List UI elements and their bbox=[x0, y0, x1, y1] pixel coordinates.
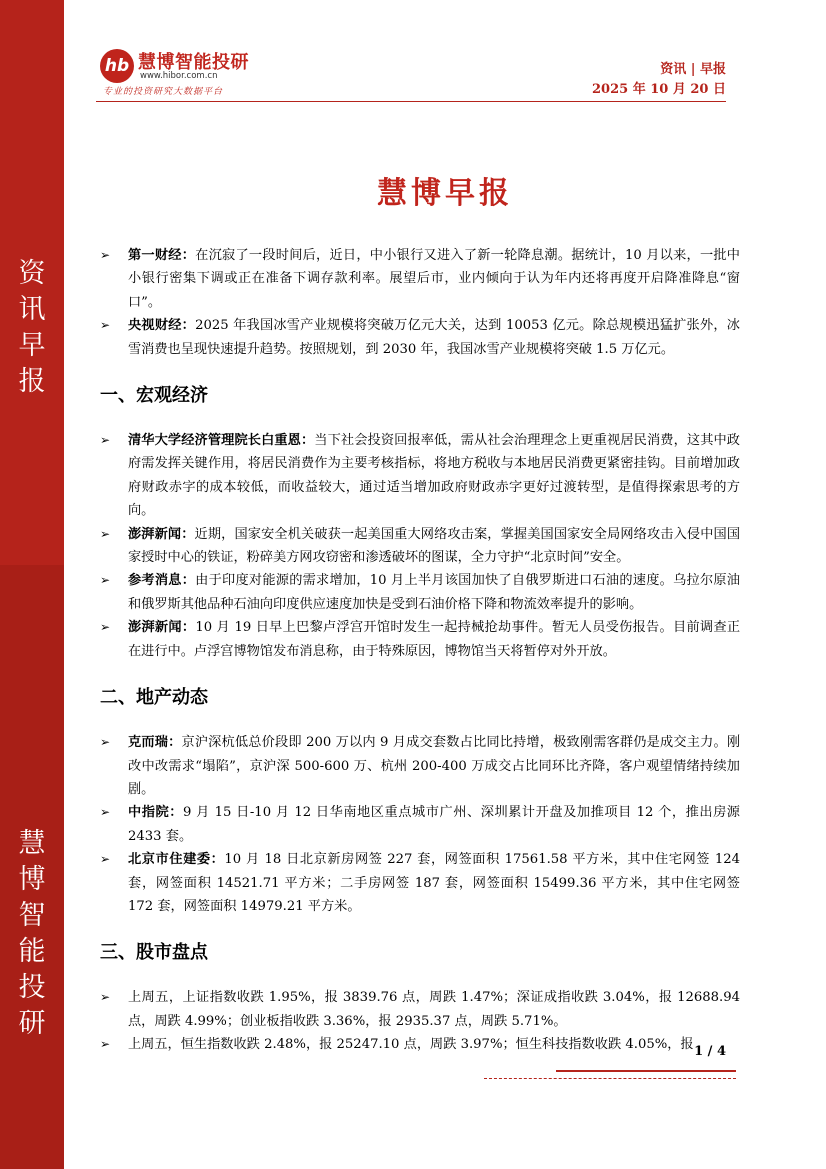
sidebar-label-top bbox=[0, 256, 64, 400]
page-title: 慧博早报 bbox=[377, 176, 513, 211]
news-text: 在沉寂了一段时间后，近日，中小银行又进入了新一轮降息潮。据统计，10 月以来，一批中小银行密集下调或正在准备下调存款利率。展望后市，业内倾向于认为年内还将再度开启降准降息“窗口”。 bbox=[128, 248, 740, 310]
sidebar-char: 资 bbox=[18, 258, 46, 289]
header-meta bbox=[592, 60, 726, 100]
news-source: 参考消息： bbox=[128, 573, 196, 589]
sidebar-char: 报 bbox=[18, 366, 46, 397]
arrow-bullet-icon: ➢ bbox=[100, 805, 111, 820]
news-item bbox=[100, 314, 740, 361]
sidebar-char: 讯 bbox=[18, 294, 46, 325]
arrow-bullet-icon: ➢ bbox=[100, 990, 111, 1005]
news-source: 央视财经： bbox=[128, 318, 196, 334]
sidebar-char: 能 bbox=[18, 936, 46, 967]
section-title: 一、宏观经济 bbox=[100, 385, 208, 407]
sidebar-char: 博 bbox=[18, 864, 46, 895]
arrow-bullet-icon: ➢ bbox=[100, 620, 111, 635]
logo-slogan: 专业的投资研究大数据平台 bbox=[103, 87, 224, 97]
sidebar-char: 研 bbox=[18, 1008, 46, 1039]
news-item bbox=[100, 616, 740, 663]
header-date: 2025 年 10 月 20 日 bbox=[592, 82, 726, 97]
news-source: 第一财经： bbox=[128, 248, 196, 263]
header-divider bbox=[96, 101, 726, 102]
news-source: 中指院： bbox=[128, 805, 183, 821]
news-text: 京沪深杭低总价段即 200 万以内 9 月成交套数占比同比持增，极致刚需客群仍是成交主力。刚改中改需求“塌陷”，京沪深 500-600 万、杭州 200-400 万成交占比同环比齐降，客户观望情绪持续加剧。 bbox=[128, 735, 741, 797]
arrow-bullet-icon: ➢ bbox=[100, 1037, 111, 1052]
news-source: 北京市住建委： bbox=[128, 852, 225, 868]
logo-name: 慧博智能投研 bbox=[138, 52, 249, 73]
logo-url: www.hibor.com.cn bbox=[140, 71, 218, 81]
news-item bbox=[100, 986, 740, 1033]
news-text: 近期，国家安全机关破获一起美国重大网络攻击案，掌握美国国家安全局网络攻击入侵中国国家授时中心的铁证，粉碎美方网攻窃密和渗透破坏的图谋，全力守护“北京时间”安全。 bbox=[128, 526, 741, 566]
logo-icon: hb bbox=[100, 49, 134, 83]
sidebar-char: 投 bbox=[18, 972, 46, 1003]
news-source: 澎湃新闻： bbox=[128, 620, 196, 636]
logo[interactable] bbox=[100, 48, 280, 98]
news-item bbox=[100, 1033, 740, 1056]
sidebar-char: 智 bbox=[18, 900, 46, 931]
news-item bbox=[100, 569, 740, 616]
news-text: 上周五，上证指数收跌 1.95%，报 3839.76 点，周跌 1.47%；深证成指收跌 3.04%，报 12688.94 点，周跌 4.99%；创业板指收跌 3.36%，报 2935.37 点，周跌 5.71%。 bbox=[128, 990, 740, 1029]
sidebar-label-bottom bbox=[0, 826, 64, 1042]
news-item bbox=[100, 523, 740, 570]
news-item bbox=[100, 731, 740, 801]
news-text: 由于印度对能源的需求增加，10 月上半月该国加快了自俄罗斯进口石油的速度。乌拉尔原油和俄罗斯其他品种石油向印度供应速度加快是受到石油价格下降和物流效率提升的影响。 bbox=[128, 573, 740, 612]
news-text: 9 月 15 日-10 月 12 日华南地区重点城市广州、深圳累计开盘及加推项目 12 个，推出房源 2433 套。 bbox=[128, 805, 740, 844]
arrow-bullet-icon: ➢ bbox=[100, 526, 111, 541]
news-text: 上周五，恒生指数收跌 2.48%，报 25247.10 点，周跌 3.97%；恒生科技指数收跌 4.05%，报 bbox=[128, 1037, 694, 1053]
news-source: 澎湃新闻： bbox=[128, 526, 195, 542]
arrow-bullet-icon: ➢ bbox=[100, 318, 111, 333]
news-source: 清华大学经济管理院长白重恩： bbox=[128, 433, 315, 449]
header-category: 资讯 | 早报 bbox=[660, 62, 726, 77]
section-title: 二、地产动态 bbox=[100, 687, 208, 709]
news-text: 10 月 18 日北京新房网签 227 套，网签面积 17561.58 平方米，其中住宅网签 124 套，网签面积 14521.71 平方米；二手房网签 187 套，网签面积 15499.36 平方米，其中住宅网签 172 套，网签面积 14979.21 平方米。 bbox=[128, 852, 740, 914]
sidebar-char: 早 bbox=[18, 330, 46, 361]
news-text: 当下社会投资回报率低，需从社会治理理念上更重视居民消费，这其中政府需发挥关键作用，将居民消费作为主要考核指标，将地方税收与本地居民消费更紧密挂钩。目前增加政府财政赤字的成本较低，而收益较大，通过适当增加政府财政赤字更好过渡转型，是值得探索思考的方向。 bbox=[128, 433, 740, 519]
arrow-bullet-icon: ➢ bbox=[100, 852, 111, 867]
news-item bbox=[100, 848, 740, 918]
arrow-bullet-icon: ➢ bbox=[100, 735, 111, 750]
arrow-bullet-icon: ➢ bbox=[100, 573, 111, 588]
news-text: 2025 年我国冰雪产业规模将突破万亿元大关，达到 10053 亿元。除总规模迅猛扩张外，冰雪消费也呈现快速提升趋势。按照规划，到 2030 年，我国冰雪产业规模将突破 1.5 万亿元。 bbox=[128, 318, 740, 357]
section-title: 三、股市盘点 bbox=[100, 942, 208, 964]
footer-divider-dashed bbox=[484, 1078, 736, 1079]
arrow-bullet-icon: ➢ bbox=[100, 433, 111, 448]
news-text: 10 月 19 日早上巴黎卢浮宫开馆时发生一起持械抢劫事件。暂无人员受伤报告。目前调查正在进行中。卢浮宫博物馆发布消息称，由于特殊原因，博物馆当天将暂停对外开放。 bbox=[128, 620, 741, 659]
news-item bbox=[100, 801, 740, 848]
news-source: 克而瑞： bbox=[128, 735, 182, 751]
footer-divider bbox=[556, 1070, 736, 1072]
news-item bbox=[100, 429, 740, 523]
arrow-bullet-icon: ➢ bbox=[100, 248, 111, 262]
report-content bbox=[100, 244, 740, 1056]
news-item bbox=[100, 244, 740, 314]
page-number: 1 / 4 bbox=[694, 1044, 726, 1059]
sidebar-char: 慧 bbox=[18, 828, 46, 859]
